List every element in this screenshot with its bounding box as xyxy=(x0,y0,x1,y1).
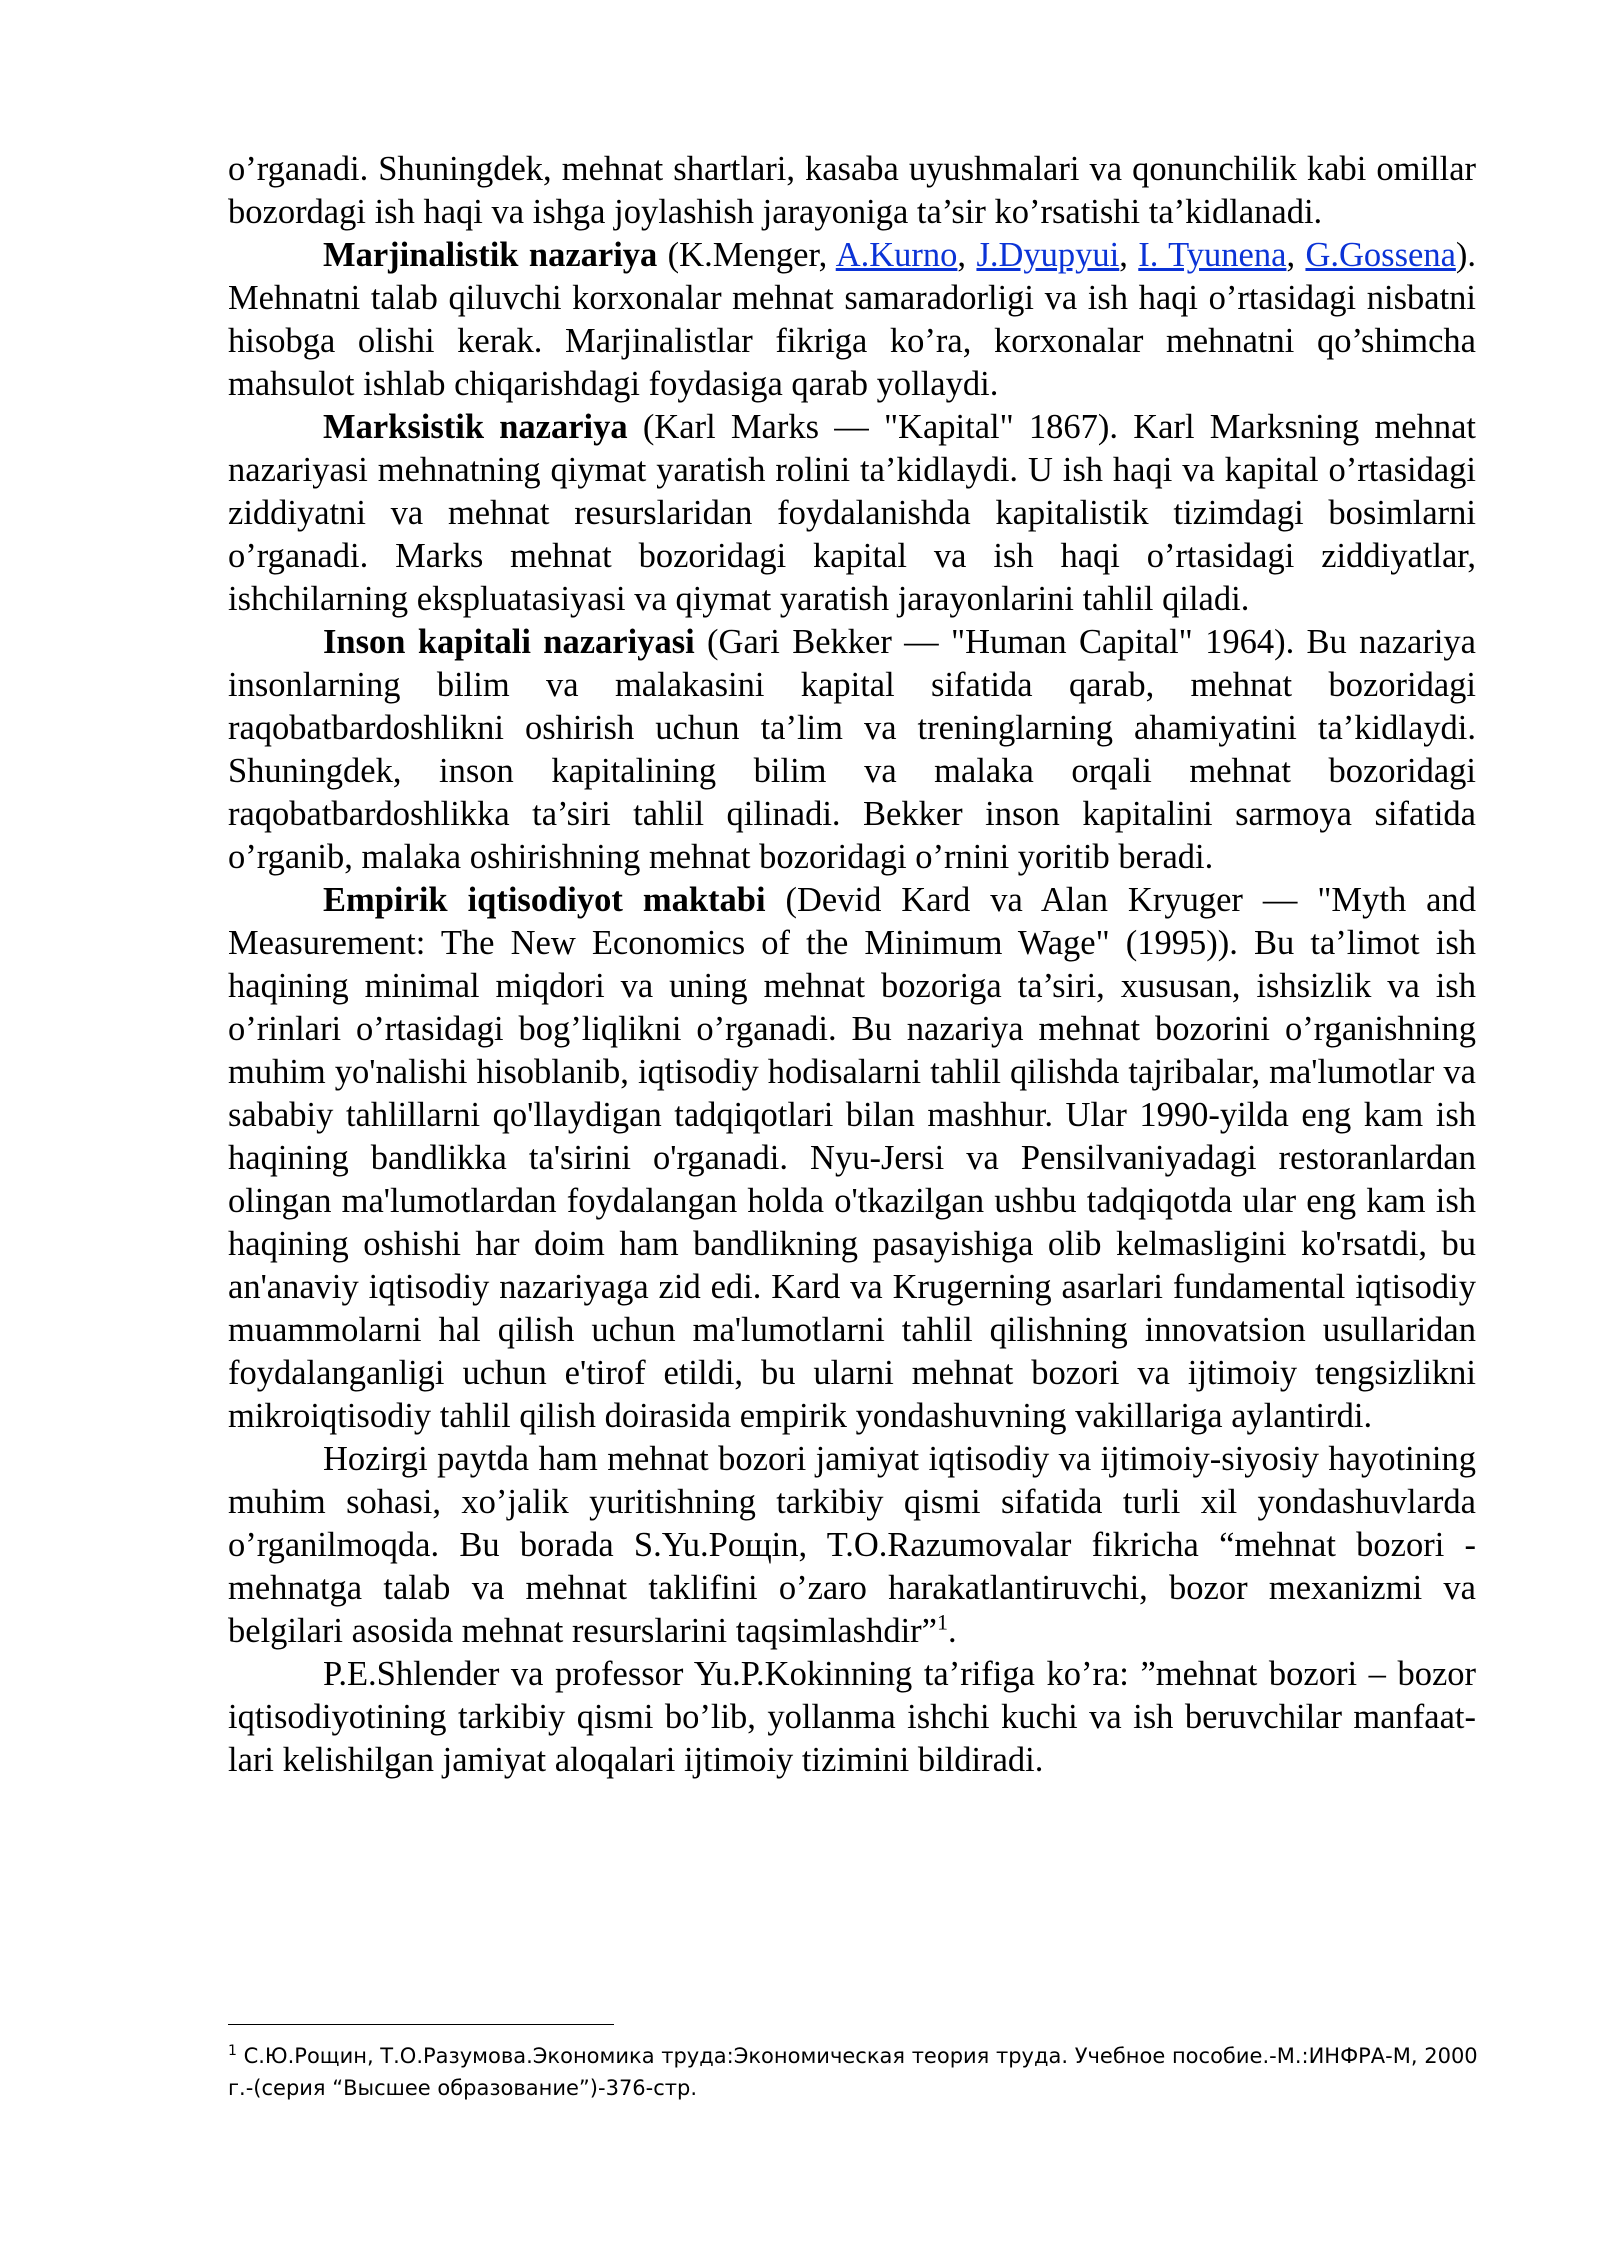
footnote-reference[interactable]: 1 xyxy=(936,1609,948,1635)
separator: , xyxy=(1119,236,1139,274)
paragraph-text: (K.Menger, xyxy=(657,236,836,274)
paragraph-intro xyxy=(228,148,1476,234)
paragraph-text: Hozirgi paytda ham mehnat bozori jamiyat iqtisodiy va ijtimoiy-siyosiy hayotining muhim sohasi, xo’jalik yuritishning tarkibiy qismi sifatida turli xil yondashuvlarda o’rganilmoqda. Bu borada S.Yu.Poщin, T.O.Razumovalar fikricha “mehnat bozori - mehnatga talab va mehnat taklifini o’zaro harakatlantiruvchi, bozor mexanizmi va belgilari asosida mehnat resurslarini taqsimlashdir” xyxy=(228,1440,1476,1650)
paragraph-text: (Karl Marks — "Kapital" 1867). Karl Marksning mehnat nazariyasi mehnatning qiymat yaratish rolini ta’kidlaydi. U ish haqi va kapital o’rtasidagi ziddiyatni va mehnat resurslaridan foydalanishda kapitalistik tizimdagi bosimlarni o’rganadi. Marks mehnat bozoridagi kapital va ish haqi o’rtasidagi ziddiyatlar, ishchilarning ekspluatasiyasi va qiymat yaratish jarayonlarini tahlil qiladi. xyxy=(228,408,1476,618)
separator: , xyxy=(1286,236,1306,274)
paragraph-text: o’rganadi. Shuningdek, mehnat shartlari, kasaba uyushmalari va qonunchilik kabi omillar bozordagi ish haqi va ishga joylashish jarayoniga ta’sir ko’rsatishi ta’kidlanadi. xyxy=(228,150,1476,231)
footnote-separator xyxy=(228,2024,614,2025)
footnote-mark: 1 xyxy=(228,2043,237,2059)
link-a-kurno[interactable]: A.Kurno xyxy=(835,236,958,274)
term-heading: Marjinalistik nazariya xyxy=(323,236,658,274)
paragraph-text: . xyxy=(947,1612,957,1650)
footnote xyxy=(228,2040,1478,2104)
link-j-dyupyui[interactable]: J.Dyupyui xyxy=(976,236,1120,274)
link-g-gossena[interactable]: G.Gossena xyxy=(1305,236,1456,274)
paragraph-text: P.E.Shlender va professor Yu.P.Kokinning ta’rifiga ko’ra: ”mehnat bozori – bozor iqtisodiyotining tarkibiy qismi bo’lib, yollanma ishchi kuchi va ish beruvchilar manfaat- lari kelishilgan jamiyat aloqalari ijtimoiy tizimini bildiradi. xyxy=(228,1655,1476,1779)
term-heading: Marksistik nazariya xyxy=(323,408,628,446)
paragraph-marginalist-theory xyxy=(228,234,1476,406)
paragraph-definition xyxy=(228,1653,1476,1782)
paragraph-text: ). Mehnatni talab qiluvchi korxonalar mehnat samaradorligi va ish haqi o’rtasidagi nisbatni hisobga olishi kerak. Marjinalistlar fikriga ko’ra, korxonalar mehnatni qo’shimcha mahsulot ishlab chiqarishdagi foydasiga qarab yollaydi. xyxy=(228,236,1477,403)
paragraph-current-approach xyxy=(228,1438,1476,1653)
document-body xyxy=(228,148,1476,1782)
term-heading: Inson kapitali nazariyasi xyxy=(323,623,695,661)
paragraph-human-capital-theory xyxy=(228,621,1476,879)
paragraph-marxist-theory xyxy=(228,406,1476,621)
paragraph-text: (Gari Bekker — "Human Capital" 1964). Bu nazariya insonlarning bilim va malakasini kapital sifatida qarab, mehnat bozoridagi raqobatbardoshlikni oshirish uchun ta’lim va treninglarning ahamiyatini ta’kidlaydi. Shuningdek, inson kapitalining bilim va malaka orqali mehnat bozoridagi raqobatbardoshlikka ta’siri tahlil qilinadi. Bekker inson kapitalini sarmoya sifatida o’rganib, malaka oshirishning mehnat bozoridagi o’rnini yoritib beradi. xyxy=(228,623,1476,876)
paragraph-text: (Devid Kard va Alan Kryuger — "Myth and Measurement: The New Economics of the Minimum Wage" (1995)). Bu ta’limot ish haqining minimal miqdori va uning mehnat bozoriga ta’siri, xususan, ishsizlik va ish o’rinlari o’rtasidagi bog’liqlikni o’rganadi. Bu nazariya mehnat bozorini o’rganishning muhim yo'nalishi hisoblanib, iqtisodiy hodisalarni tahlil qilishda tajribalar, ma'lumotlar va sababiy tahlillarni qo'llaydigan tadqiqotlari bilan mashhur. Ular 1990-yilda eng kam ish haqining bandlikka ta'sirini o'rganadi. Nyu-Jersi va Pensilvaniyadagi restoranlardan olingan ma'lumotlardan foydalangan holda o'tkazilgan ushbu tadqiqotda ular eng kam ish haqining oshishi har doim ham bandlikning pasayishiga olib kelmasligini ko'rsatdi, bu an'anaviy iqtisodiy nazariyaga zid edi. Kard va Krugerning asarlari fundamental iqtisodiy muammolarni hal qilish uchun ma'lumotlarni tahlil qilishning innovatsion usullaridan foydalanganligi uchun e'tirof etildi, bu ularni mehnat bozori va ijtimoiy tengsizlikni mikroiqtisodiy tahlil qilish doirasida empirik yondashuvning vakillariga aylantirdi. xyxy=(228,881,1476,1435)
link-i-tyunena[interactable]: I. Tyunena xyxy=(1138,236,1287,274)
footnote-text: С.Ю.Рощин, Т.О.Разумова.Экономика труда:Экономическая теория труда. Учебное пособие.-М.:ИНФРА-М, 2000 г.-(серия “Высшее образование”)-376-стр. xyxy=(228,2044,1478,2100)
term-heading: Empirik iqtisodiyot maktabi xyxy=(323,881,766,919)
paragraph-empirical-school xyxy=(228,879,1476,1438)
separator: , xyxy=(957,236,977,274)
